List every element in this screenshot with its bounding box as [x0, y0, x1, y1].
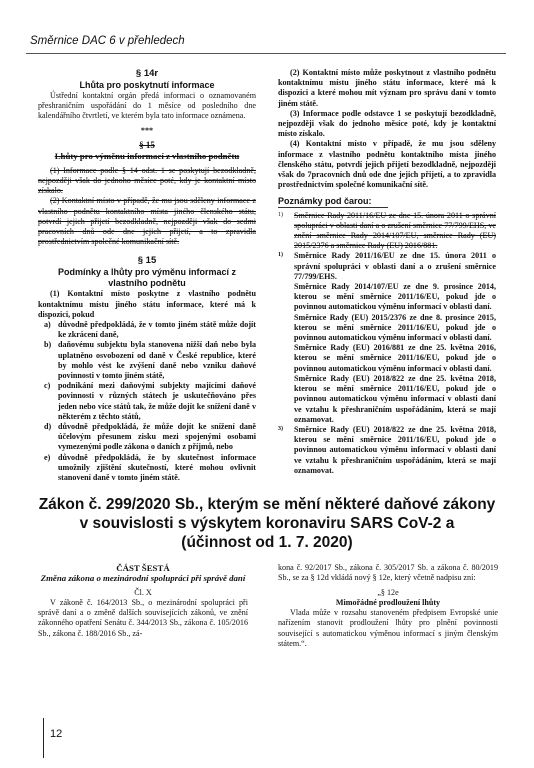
left-column: [38, 68, 256, 483]
law-title-line-2: v souvislosti s výskytem koronaviru SARS CoV-2 a: [79, 515, 455, 532]
bottom-right-column: [278, 563, 498, 649]
list-item: b) daňovému subjektu byla stanovena nižší daň nebo byla uplatněno osvobození od daně v České republice, které by mohlo vést ke zvýšení daně nebo vzniku daňové povinnosti v tomto jiném státě,: [44, 340, 256, 381]
law-title: [30, 495, 504, 552]
section-15-paragraph-1: (1) Kontaktní místo poskytne z vlastního podnětu kontaktnímu místu jiného státu informace, které má k dispozici, pokud: [38, 289, 256, 319]
right-column: [278, 68, 496, 476]
law-title-line-3: (účinnost od 1. 7. 2020): [181, 534, 353, 551]
section-15-old-paragraph-2: (2) Kontaktní místo v případě, že mu jsou sděleny informace z vlastního podnětu kontaktního místa jiného členského státu, potvrdí jejich přijetí bezodkladně, nejpozději však do sedmi pracovních dnů ode dne jejich přijetí, a to zpravidla prostřednictvím společné komunikační sítě.: [38, 196, 256, 247]
list-item: e) důvodně předpokládá, že by skutečnost informace umožnily zjištění skutečností, které mohou ovlivnit stanovení daně v tomto jiném státě.: [44, 452, 256, 483]
section-15-paragraph-2: (2) Kontaktní místo může poskytnout z vlastního podnětu kontaktnímu místu jiného státu informace, které má k dispozici a které mohou mít význam pro správu daní v tomto jiném státě.: [278, 68, 496, 108]
list-item: c) podnikání mezi daňovými subjekty majícími daňové povinnosti v různých státech je uskutečňováno přes jeden nebo více států tak, že může dojít ke snížení daně v některém z těchto států,: [44, 381, 256, 421]
section-15-old-paragraph-1: (1) Informace podle § 14 odst. 1 se poskytují bezodkladně, nejpozději však do jednoho měsíce poté, kdy je kontaktní místo získalo.: [38, 165, 256, 196]
page-number: 12: [50, 728, 63, 740]
part-heading: ČÁST ŠESTÁ: [116, 563, 170, 573]
footnote-3: 3) Směrnice Rady (EU) 2018/822 ze dne 25. května 2018, kterou se mění směrnice 2011/16/EU, pokud jde o povinnou automatickou výměnu informací v oblasti daní ve vztahu k přeshraničním uspořádáním, která se mají oznamovat.: [278, 424, 496, 475]
section-15-paragraph-4: (4) Kontaktní místo v případě, že mu jsou sděleny informace z vlastního podnětu kontaktního místa jiného členského státu, potvrdí jejich přijetí bezodkladně, nejpozději však do 7pracovních dnů ode dne jejich přijetí, a to zpravidla prostřednictvím společné komunikační sítě.: [278, 139, 496, 190]
header-title: Směrnice DAC 6 v přehledech: [30, 35, 185, 47]
footnote-old: 1) Směrnice Rady 2011/16/EU ze dne 15. února 2011 o správní spolupráci v oblasti daní a o zrušení směrnice 77/799/EHS, ve znění směrnice Rady 2014/107/EU, směrnice Rady (EU) 2015/2376 a směrnice Rady (EU) 2016/881.: [278, 210, 496, 251]
bottom-left-column: [38, 563, 248, 639]
running-header: [26, 33, 506, 54]
section-12e-title: Mimořádné prodloužení lhůty: [335, 597, 441, 607]
section-15-number: § 15: [137, 255, 157, 267]
list-item: d) důvodně předpokládá, že může dojít ke snížení daně účelovým přesunem zisku mezi spojenými osobami vymezenými podle zákona o daních z příjmů, nebo: [44, 422, 256, 452]
law-title-line-1: Zákon č. 299/2020 Sb., kterým se mění některé daňové zákony: [38, 496, 496, 513]
page-number-rule: [43, 718, 44, 758]
section-12e-text: Vlada může v rozsahu stanoveném předpisem Evropské unie nařízením stanovit prodloužení lhůty pro plnění povinnosti související s automatickou výměnou informací s jiným členským státem.“.: [278, 608, 498, 649]
section-12e-number: „§ 12e: [377, 587, 399, 597]
section-15-old-number: § 15: [139, 139, 155, 150]
section-15-paragraph-3: (3) Informace podle odstavce 1 se poskytují bezodkladně, nejpozději však do jednoho měsíce poté, kdy je kontaktní místo získalo.: [278, 108, 496, 139]
list-item: a) důvodně předpokládá, že v tomto jiném státě může dojít ke zkrácení daně,: [44, 320, 256, 340]
separator-stars: ***: [140, 125, 154, 135]
section-15-old-title: Lhůty pro výměnu informací z vlastního podnětu: [54, 150, 240, 161]
section-15-title: Podmínky a lhůty pro výměnu informací z vlastního podnětu: [57, 267, 237, 289]
footnotes-heading: Poznámky pod čarou:: [278, 196, 388, 207]
section-14r-title: Lhůta pro poskytnutí informace: [79, 80, 215, 90]
part-title: Změna zákona o mezinárodní spolupráci při správě daní: [40, 573, 246, 584]
article-text: V zákoně č. 164/2013 Sb., o mezinárodní spolupráci při správě daní a o změně dalších souvisejících zákonů, ve znění zákonného opatření Senátu č. 344/2013 Sb., zákona č. 105/2016 Sb., zákona č. 188/2016 Sb., zá-: [38, 597, 248, 638]
footnote-1: 1) Směrnice Rady 2011/16/EU ze dne 15. února 2011 o správní spolupráci v oblasti daní a o zrušení směrnice 77/799/EHS. Směrnice Rady 2014/107/EU ze dne 9. prosince 2014, kterou se mění směrnice 2011/16/EU, pokud jde o povinnou automatickou výměnu informací v oblasti daní. Směrnice Rady (EU) 2015/2376 ze dne 8. prosince 2015, kterou se mění směrnice 2011/16/EU, pokud jde o povinnou automatickou výměnu informací v oblasti daní. Směrnice Rady (EU) 2016/881 ze dne 25. května 2016, kterou se mění směrnice 2011/16/EU, pokud jde o povinnou automatickou výměnu informací v oblasti daní. Směrnice Rady (EU) 2018/822 ze dne 25. května 2018, kterou se mění směrnice 2011/16/EU, pokud jde o povinnou automatickou výměnu informací v oblasti daní ve vztahu k přeshraničním uspořádáním, která se mají oznamovat.: [278, 251, 496, 424]
article-text-continued: kona č. 92/2017 Sb., zákona č. 305/2017 Sb. a zákona č. 80/2019 Sb., se za § 12d vkládá nový § 12e, který včetně nadpisu zní:: [278, 563, 498, 583]
article-number: Čl. X: [134, 587, 152, 597]
section-14r-text: Ústřední kontaktní orgán předá informaci o oznamovaném přeshraničním uspořádání do 1 měsíce od posledního dne kalendářního čtvrtletí, ve kterém byla tato informace oznámena.: [38, 91, 256, 121]
section-14r-number: § 14r: [135, 68, 159, 79]
